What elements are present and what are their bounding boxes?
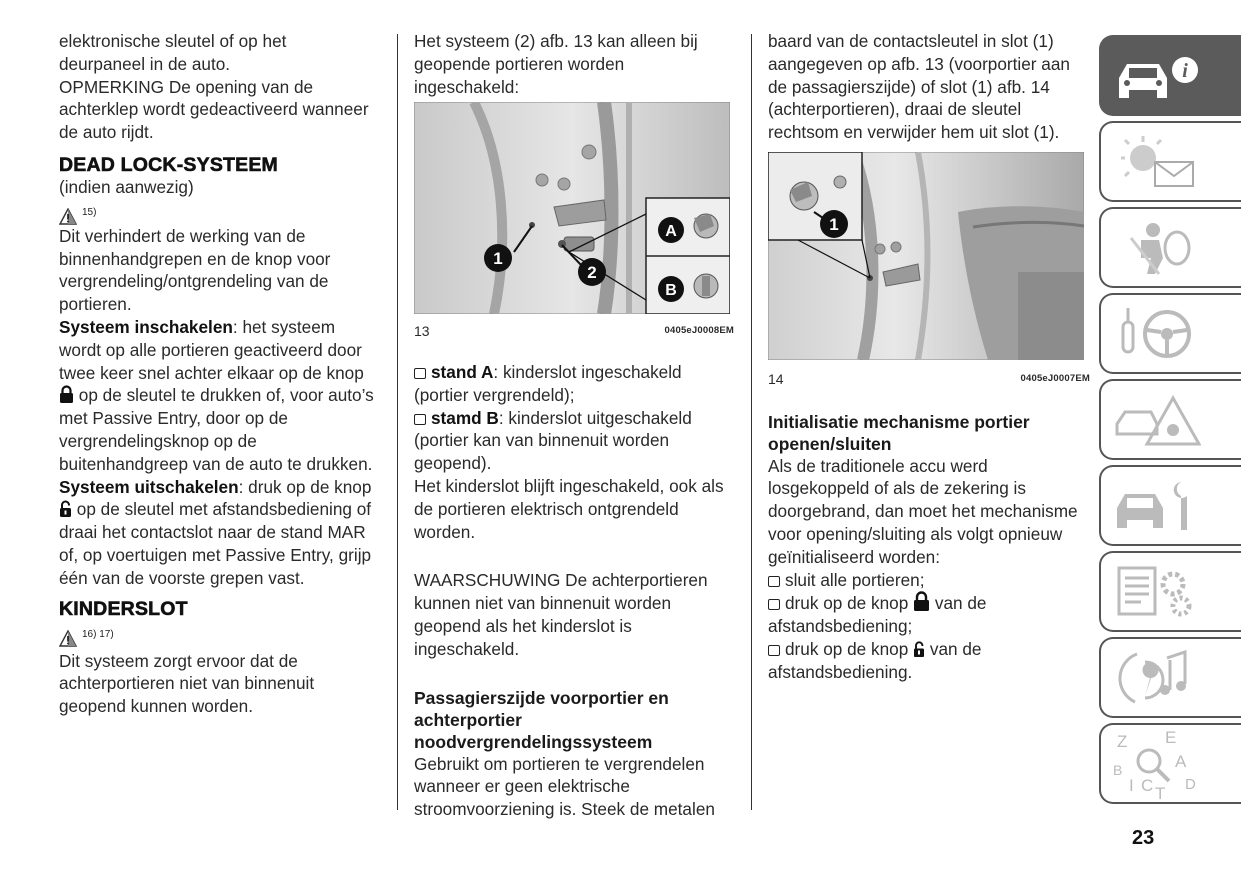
tab-starting-driving[interactable] [1099,293,1241,374]
bullet-square-icon [768,645,780,656]
door-lock-illustration [414,102,730,314]
step-item: sluit alle portieren; [768,569,1090,592]
note-text: OPMERKING De opening van de achterklep wordt gedeactiveerd wanneer de auto rijdt. [59,76,369,143]
tab-car-info[interactable] [1099,35,1241,116]
childlock-note: Het kinderslot blijft ingeschakeld, ook als de portieren elektrisch ontgrendeld worden. [414,475,724,542]
unlock-icon [913,641,925,658]
figure-14 [768,152,1090,391]
multimedia-icon [1111,648,1201,708]
maintenance-icon [1111,476,1201,536]
tab-lights-messages[interactable] [1099,121,1241,202]
init-text: Als de traditionele accu werd losgekoppeld of als de zekering is doorgebrand, dan moet het mechanisme voor opening/sluiting als volgt opnieuw geïnitialiseerd worden: [768,455,1078,567]
svg-text:A: A [665,223,677,241]
svg-text:1: 1 [493,249,503,269]
svg-text:1: 1 [829,214,839,234]
warning-reference: 15) [59,199,377,225]
tab-emergency[interactable] [1099,379,1241,460]
callout-1 [484,244,512,272]
intro-text: baard van de contactsleutel in slot (1) aangegeven op afb. 13 (voorportier aan de passagierszijde) of slot (1) afb. 14 (achterportieren), draai de sleutel rechtsom en verwijder hem uit slot (1). [768,31,1070,143]
svg-text:I: I [1129,775,1134,795]
emergency-heading: Passagierszijde voorportier en achterportier noodvergrendelingssysteem [414,687,669,752]
column-right [768,30,1090,684]
childlock-heading: KINDERSLOT [59,597,188,620]
figure-caption [414,320,734,343]
safety-airbag-icon [1111,218,1201,278]
deadlock-description: Dit verhindert de werking van de binnenhandgrepen en de knop voor vergrendeling/ontgrendeling van de portieren. [59,225,331,315]
lock-icon [59,385,74,404]
deadlock-availability: (indien aanwezig) [59,176,194,197]
rear-door-lock-illustration [768,152,1084,360]
callout-A [658,217,684,243]
svg-text:D: D [1185,775,1196,793]
column-middle [414,30,734,821]
technical-data-icon [1111,562,1201,622]
svg-text:B: B [665,282,677,300]
stand-a-item: stand A: kinderslot ingeschakeld (portier vergrendeld); [414,361,682,405]
svg-text:2: 2 [587,263,597,283]
figure-number: 14 [768,370,784,387]
tab-multimedia[interactable] [1099,637,1241,718]
step-item: druk op de knop van de afstandsbediening. [768,638,982,682]
warning-triangle-icon [59,208,77,225]
emergency-text: Gebruikt om portieren te vergrendelen wanneer er geen elektrische stroomvoorziening is. Steek de metalen [414,753,715,820]
disable-paragraph: Systeem uitschakelen: druk op de knop op de sleutel met afstandsbediening of draai het contactslot naar de stand MAR of, op voertuigen met Passive Entry, grijp één van de voorste grepen vast. [59,476,372,588]
column-divider [397,34,398,810]
tab-index[interactable] [1099,723,1241,804]
stand-b-item: stamd B: kinderslot uitgeschakeld (portier kan van binnenuit worden geopend). [414,407,692,474]
column-divider [751,34,752,810]
bullet-square-icon [768,599,780,610]
svg-text:Z: Z [1117,731,1128,751]
warning-triangle-icon [59,630,77,647]
lights-message-icon [1111,132,1201,192]
emergency-warning-icon [1111,390,1201,450]
tab-safety[interactable] [1099,207,1241,288]
svg-text:E: E [1165,728,1177,747]
step-item: druk op de knop van de afstandsbediening; [768,593,987,637]
childlock-description: Dit systeem zorgt ervoor dat de achterportieren niet van binnenuit geopend kunnen worden. [59,650,315,717]
enable-paragraph: Systeem inschakelen: het systeem wordt op alle portieren geactiveerd door twee keer snel achter elkaar op de knop op de sleutel te drukken of, voor auto’s met Passive Entry, door op de vergrendelingsknop op de buitenhandgreep van de auto te drukken. [59,316,374,474]
callout-2 [578,258,606,286]
svg-text:B: B [1113,761,1123,778]
svg-text:i: i [1182,59,1188,82]
index-icon [1111,729,1201,799]
unlock-icon [59,500,72,518]
bullet-square-icon [768,576,780,587]
steering-key-icon [1111,304,1201,364]
deadlock-heading: DEAD LOCK-SYSTEEM [59,153,278,176]
figure-code: 0405eJ0008EM [664,325,734,337]
warning-reference: 16) 17) [59,621,377,647]
svg-text:A: A [1175,751,1187,771]
lock-icon [913,591,930,612]
svg-text:T: T [1155,783,1166,799]
intro-text: elektronische sleutel of op het deurpaneel in de auto. [59,31,287,74]
page-number: 23 [1132,827,1155,849]
init-heading: Initialisatie mechanisme portier openen/sluiten [768,411,1030,454]
callout-B [658,276,684,302]
svg-text:C: C [1141,775,1154,795]
callout-1 [820,210,848,238]
column-left [59,30,377,718]
figure-caption [768,368,1090,391]
car-info-icon [1111,46,1201,106]
tab-maintenance[interactable] [1099,465,1241,546]
tab-technical-data[interactable] [1099,551,1241,632]
figure-13 [414,102,734,343]
figure-number: 13 [414,323,430,340]
bullet-square-icon [414,368,426,379]
bullet-square-icon [414,414,426,425]
figure-code: 0405eJ0007EM [1020,372,1090,384]
intro-text: Het systeem (2) afb. 13 kan alleen bij geopende portieren worden ingeschakeld: [414,31,698,97]
warning-text: WAARSCHUWING De achterportieren kunnen niet van binnenuit worden geopend als het kinderslot is ingeschakeld. [414,570,708,659]
